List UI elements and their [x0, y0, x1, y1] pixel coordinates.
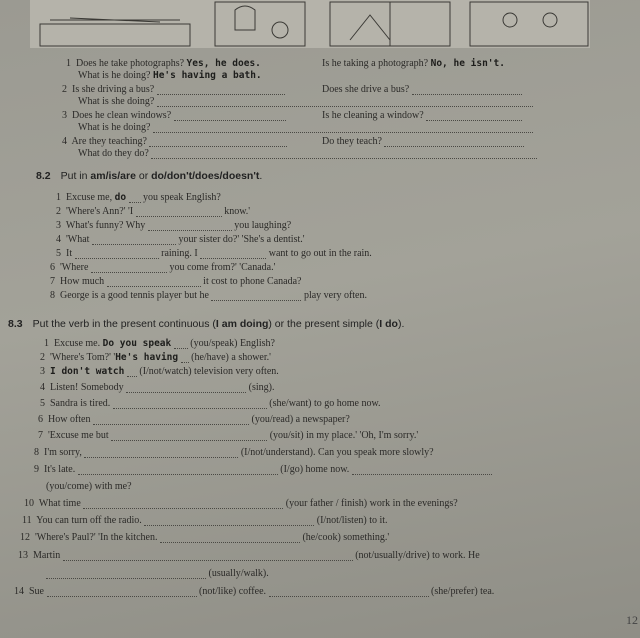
- ex-top-row-1b: Is he taking a photograph? No, he isn't.: [322, 58, 505, 69]
- answer-blank[interactable]: [160, 533, 300, 543]
- s83-item-7: 7 'Excuse me but (you/sit) in my place.' 'Oh, I'm sorry.': [38, 430, 419, 441]
- handwritten-answer: do: [114, 192, 127, 203]
- s83-item-13b: (usually/walk).: [46, 568, 269, 579]
- answer-blank[interactable]: [127, 367, 137, 377]
- answer-blank[interactable]: [47, 587, 197, 597]
- s82-item-6: 6 'Where you come from?' 'Canada.': [50, 262, 276, 273]
- answer-blank[interactable]: [113, 399, 267, 409]
- answer-blank[interactable]: [92, 235, 176, 245]
- s82-item-2: 2 'Where's Ann?' 'I know.': [56, 206, 251, 217]
- s83-item-3: 3 I don't watch (I/not/watch) television very often.: [40, 366, 279, 377]
- answer-blank[interactable]: [91, 263, 167, 273]
- handwritten-answer: He's having a bath.: [152, 70, 262, 81]
- answer-blank[interactable]: [269, 587, 429, 597]
- ex-top-row-4: 4 Are they teaching?: [62, 136, 287, 147]
- handwritten-answer: He's having: [115, 352, 179, 363]
- s83-item-1: 1 Excuse me. Do you speak (you/speak) English?: [44, 338, 275, 349]
- s83-item-4: 4 Listen! Somebody (sing).: [40, 382, 275, 393]
- ex-top-row-1c: What is he doing? He's having a bath.: [78, 70, 262, 81]
- section-8-3-heading: 8.3 Put the verb in the present continuous (I am doing) or the present simple (I do).: [8, 318, 405, 330]
- answer-blank[interactable]: [84, 448, 238, 458]
- answer-blank[interactable]: [46, 569, 206, 579]
- answer-blank[interactable]: [78, 465, 278, 475]
- ex-top-row-3b: Is he cleaning a window?: [322, 110, 522, 121]
- s82-item-3: 3 What's funny? Why you laughing?: [56, 220, 292, 231]
- ex-top-row-1: 1 Does he take photographs? Yes, he does.: [66, 58, 261, 69]
- s83-item-10: 10 What time (your father / finish) work in the evenings?: [24, 498, 458, 509]
- answer-blank[interactable]: [200, 249, 266, 259]
- s83-item-9b: (you/come) with me?: [46, 481, 132, 492]
- s82-item-5: 5 It raining. I want to go out in the rain.: [56, 248, 372, 259]
- answer-blank[interactable]: [75, 249, 159, 259]
- s83-item-14: 14 Sue (not/like) coffee. (she/prefer) tea.: [14, 586, 495, 597]
- s82-item-1: 1 Excuse me, do you speak English?: [56, 192, 221, 203]
- answer-blank[interactable]: [107, 277, 201, 287]
- s83-item-8: 8 I'm sorry, (I/not/understand). Can you speak more slowly?: [34, 447, 434, 458]
- answer-blank[interactable]: [149, 137, 287, 147]
- ex-top-row-3c: What is he doing?: [78, 122, 533, 133]
- answer-blank[interactable]: [157, 85, 285, 95]
- answer-blank[interactable]: [126, 383, 246, 393]
- answer-blank[interactable]: [93, 415, 249, 425]
- answer-blank[interactable]: [426, 111, 522, 121]
- answer-blank[interactable]: [181, 353, 189, 363]
- ex-top-row-3: 3 Does he clean windows?: [62, 110, 286, 121]
- handwritten-answer: No, he isn't.: [430, 58, 505, 69]
- handwritten-answer: Do you speak: [102, 338, 172, 349]
- ex-top-row-2c: What is she doing?: [78, 96, 533, 107]
- answer-blank[interactable]: [211, 291, 301, 301]
- answer-blank[interactable]: [129, 193, 141, 203]
- answer-blank[interactable]: [153, 123, 533, 133]
- handwritten-answer: Yes, he does.: [186, 58, 261, 69]
- ex-top-row-2: 2 Is she driving a bus?: [62, 84, 285, 95]
- answer-blank[interactable]: [384, 137, 524, 147]
- ex-top-row-2b: Does she drive a bus?: [322, 84, 522, 95]
- s83-item-13: 13 Martin (not/usually/drive) to work. He: [18, 550, 480, 561]
- answer-blank[interactable]: [174, 339, 188, 349]
- ex-top-row-4b: Do they teach?: [322, 136, 524, 147]
- section-8-2-heading: 8.2 Put in am/is/are or do/don't/does/doesn't.: [36, 170, 263, 182]
- s83-item-11: 11 You can turn off the radio. (I/not/listen) to it.: [22, 515, 388, 526]
- s83-item-9: 9 It's late. (I/go) home now.: [34, 464, 492, 475]
- answer-blank[interactable]: [412, 85, 522, 95]
- answer-blank[interactable]: [63, 551, 353, 561]
- answer-blank[interactable]: [144, 516, 314, 526]
- answer-blank[interactable]: [174, 111, 286, 121]
- answer-blank[interactable]: [352, 465, 492, 475]
- s83-item-5: 5 Sandra is tired. (she/want) to go home now.: [40, 398, 381, 409]
- handwritten-answer: I don't watch: [50, 366, 125, 377]
- answer-blank[interactable]: [83, 499, 283, 509]
- answer-blank[interactable]: [157, 97, 533, 107]
- s82-item-7: 7 How much it cost to phone Canada?: [50, 276, 302, 287]
- answer-blank[interactable]: [151, 149, 537, 159]
- answer-blank[interactable]: [111, 431, 267, 441]
- exercise-illustrations: [30, 0, 590, 48]
- s83-item-2: 2 'Where's Tom?' 'He's having (he/have) a shower.': [40, 352, 271, 363]
- s82-item-8: 8 George is a good tennis player but he play very often.: [50, 290, 367, 301]
- s83-item-12: 12 'Where's Paul?' 'In the kitchen. (he/cook) something.': [20, 532, 390, 543]
- answer-blank[interactable]: [136, 207, 222, 217]
- page-number: 12: [626, 613, 638, 627]
- s82-item-4: 4 'What your sister do?' 'She's a dentist.': [56, 234, 305, 245]
- answer-blank[interactable]: [148, 221, 232, 231]
- s83-item-6: 6 How often (you/read) a newspaper?: [38, 414, 350, 425]
- ex-top-row-4c: What do they do?: [78, 148, 537, 159]
